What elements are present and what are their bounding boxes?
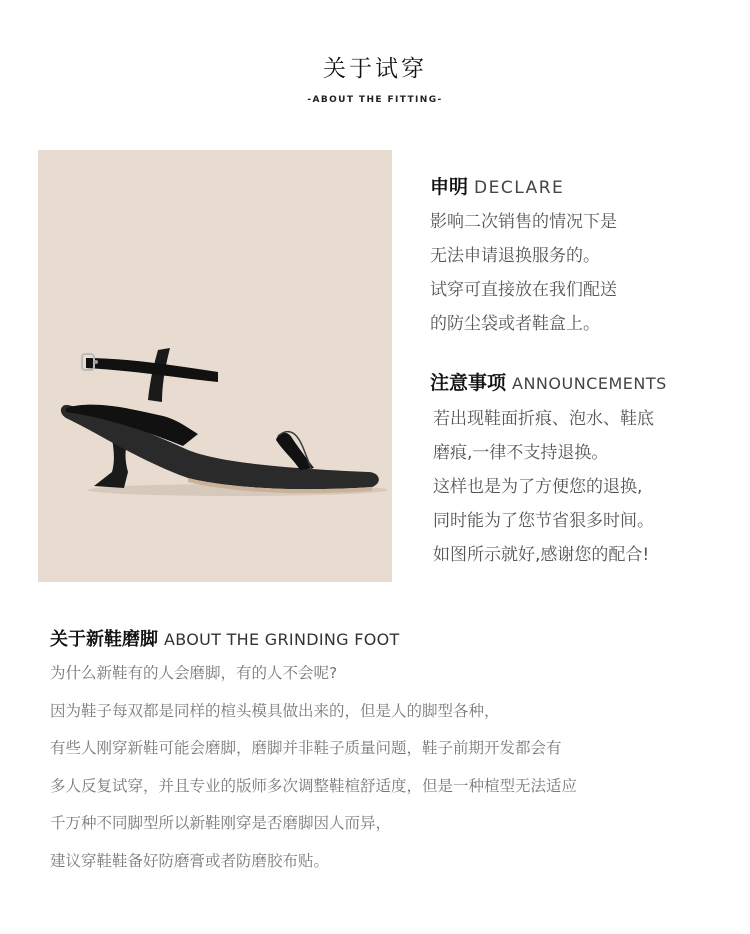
grinding-title-cn: 关于新鞋磨脚	[50, 629, 158, 650]
grinding-line: 有些人刚穿新鞋可能会磨脚，磨脚并非鞋子质量问题，鞋子前期开发都会有	[50, 739, 562, 757]
announcements-line: 磨痕,一律不支持退换。	[433, 443, 609, 463]
announcements-line: 若出现鞋面折痕、泡水、鞋底	[433, 409, 654, 429]
grinding-text	[50, 657, 577, 882]
declare-title-cn: 申明	[430, 176, 469, 198]
page-subtitle: -ABOUT THE FITTING-	[307, 95, 443, 105]
grinding-line: 千万种不同脚型所以新鞋刚穿是否磨脚因人而异，	[50, 814, 392, 832]
declare-title-en: DECLARE	[474, 178, 565, 198]
sandal-photo	[38, 150, 392, 582]
grinding-line: 因为鞋子每双都是同样的楦头模具做出来的，但是人的脚型各种，	[50, 701, 500, 720]
grinding-line: 为什么新鞋有的人会磨脚，有的人不会呢?	[50, 664, 338, 682]
announcements-line: 同时能为了您节省狠多时间。	[433, 511, 654, 531]
declare-line: 影响二次销售的情况下是	[430, 212, 617, 232]
declare-line: 无法申请退换服务的。	[430, 246, 600, 266]
announcements-title-en: ANNOUNCEMENTS	[512, 374, 667, 393]
declare-line: 试穿可直接放在我们配送	[430, 280, 617, 300]
grinding-title-en: ABOUT THE GRINDING FOOT	[164, 630, 400, 649]
page-title: 关于试穿	[323, 56, 427, 82]
declare-heading	[430, 172, 564, 199]
sandal-illustration	[38, 150, 392, 582]
announcements-title-cn: 注意事项	[430, 372, 507, 394]
declare-text	[430, 205, 617, 341]
announcements-line: 如图所示就好,感谢您的配合!	[433, 545, 650, 565]
declare-line: 的防尘袋或者鞋盒上。	[430, 314, 600, 334]
grinding-heading	[50, 625, 400, 651]
announcements-heading	[430, 368, 667, 395]
grinding-line: 建议穿鞋鞋备好防磨膏或者防磨胶布贴。	[50, 851, 330, 870]
grinding-line: 多人反复试穿，并且专业的版师多次调整鞋楦舒适度，但是一种楦型无法适应	[50, 776, 578, 795]
announcements-text	[433, 402, 654, 572]
announcements-line: 这样也是为了方便您的退换,	[433, 477, 643, 497]
